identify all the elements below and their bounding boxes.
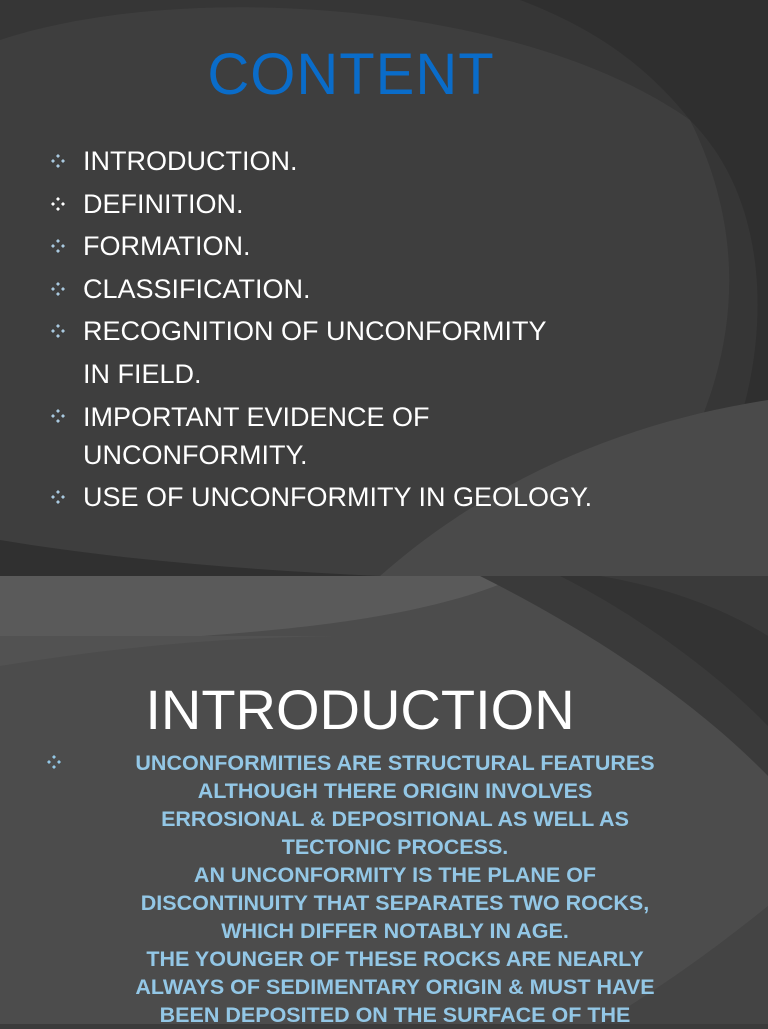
list-item-label: FORMATION.: [83, 231, 251, 261]
paragraph-line: BEEN DEPOSITED ON THE SURFACE OF THE: [159, 1003, 631, 1027]
paragraph-line: ERROSIONAL & DEPOSITIONAL AS WELL AS: [161, 807, 629, 831]
list-item: [50, 268, 750, 311]
paragraph-line: WHICH DIFFER NOTABLY IN AGE.: [221, 919, 569, 943]
diamond-bullet-icon: [50, 395, 72, 437]
list-item: [50, 225, 750, 268]
paragraph-line: AN UNCONFORMITY IS THE PLANE OF: [193, 863, 597, 887]
diamond-bullet-icon: [50, 183, 72, 225]
slide-title: CONTENT: [207, 42, 495, 107]
paragraph-line: ALWAYS OF SEDIMENTARY ORIGIN & MUST HAVE: [135, 975, 655, 999]
diamond-bullet-icon: [50, 140, 72, 182]
list-item-label-continued: UNCONFORMITY.: [83, 440, 308, 470]
list-item-label: RECOGNITION OF UNCONFORMITY: [83, 316, 547, 346]
list-item: [50, 476, 750, 519]
introduction-paragraph: [70, 749, 720, 1029]
diamond-bullet-icon: [50, 476, 72, 518]
list-item-label-continued: IN FIELD.: [83, 358, 202, 389]
paragraph-line: ALTHOUGH THERE ORIGIN INVOLVES: [197, 779, 593, 803]
list-item-label: INTRODUCTION.: [83, 146, 298, 176]
slide-title: INTRODUCTION: [145, 678, 575, 741]
diamond-bullet-icon: [50, 225, 72, 267]
list-item: [50, 310, 750, 395]
list-item-label: IMPORTANT EVIDENCE OF: [83, 402, 430, 432]
content-list: [50, 140, 750, 519]
diamond-bullet-icon: [46, 754, 66, 772]
list-item-label: DEFINITION.: [83, 188, 244, 219]
paragraph-line: TECTONIC PROCESS.: [281, 835, 509, 859]
list-item: [50, 395, 750, 476]
paragraph-line: THE YOUNGER OF THESE ROCKS ARE NEARLY: [146, 947, 644, 971]
list-item-label: USE OF UNCONFORMITY IN GEOLOGY.: [83, 482, 593, 512]
list-item: [50, 140, 750, 183]
list-item: [50, 183, 750, 226]
diamond-bullet-icon: [50, 310, 72, 352]
diamond-bullet-icon: [50, 268, 72, 310]
list-item-label: CLASSIFICATION.: [83, 273, 311, 304]
paragraph-line: UNCONFORMITIES ARE STRUCTURAL FEATURES: [135, 751, 655, 775]
paragraph-line: DISCONTINUITY THAT SEPARATES TWO ROCKS,: [140, 891, 650, 915]
